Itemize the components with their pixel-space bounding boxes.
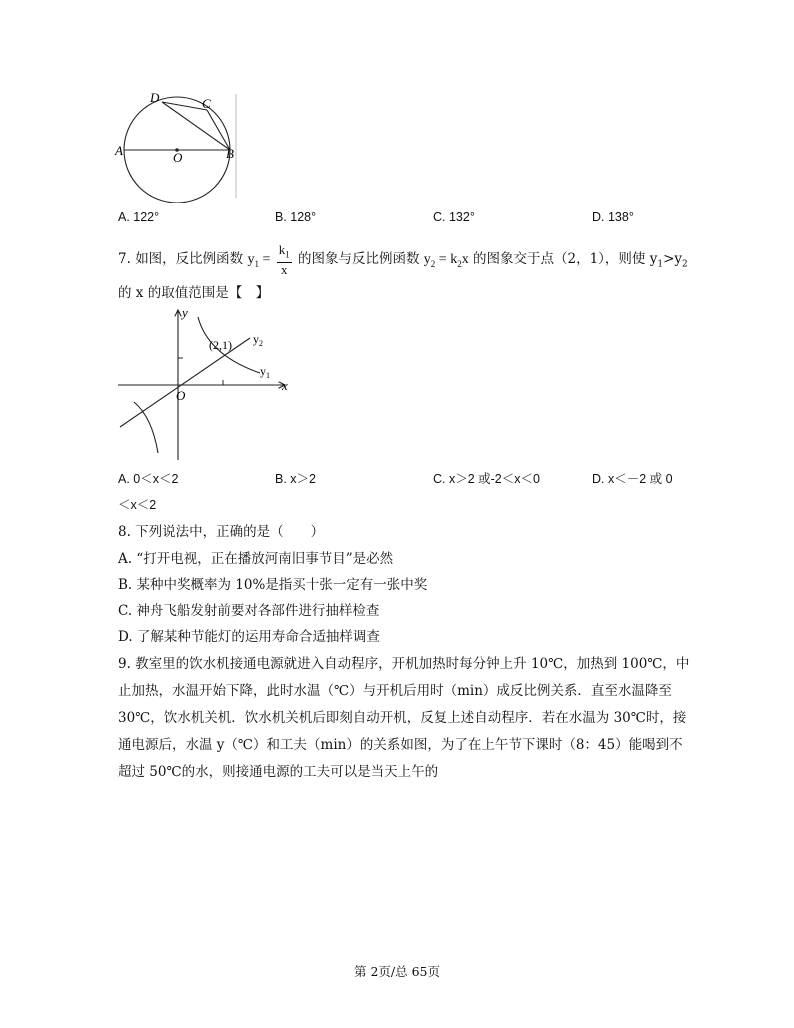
q6-option-c: C. 132°: [433, 210, 475, 224]
q7-stem-line1: 7. 如图，反比例函数 $y_1$ = $\frac{k_1}{x}$ 的图象与反比例函数 $y_2 = k_2x$ 的图象交于点（2，1），则使 $y_1>y_2$: [118, 242, 688, 277]
origin-label: O: [176, 388, 186, 403]
q7-text-3: 的图象交于点（2，1），则使 $y_1>y_2$: [472, 250, 688, 270]
q9-line-2: 止加热，水温开始下降，此时水温（℃）与开机后用时（min）成反比例关系．直至水温降至: [118, 683, 672, 699]
q6-option-d: D. 138°: [592, 210, 634, 224]
circle-figure: [112, 88, 242, 203]
q8-option-d: D. 了解某种节能灯的运用寿命合适抽样调查: [118, 629, 380, 645]
q8-option-b: B. 某种中奖概率为 10%是指买十张一定有一张中奖: [118, 577, 428, 593]
q7-number: 7.: [118, 250, 131, 267]
x-axis-label: x: [282, 378, 288, 393]
label-o: O: [173, 150, 183, 165]
intersection-label: (2,1): [209, 338, 232, 352]
label-c: C: [202, 96, 211, 111]
label-d: D: [150, 90, 160, 105]
q7-stem-line2: 的 x 的取值范围是【 】: [118, 285, 270, 301]
label-a: A: [115, 143, 123, 158]
y2-label: $y_2$: [253, 332, 263, 348]
q7-option-d: D. x＜－2 或 0: [592, 472, 673, 486]
q9-line-4: 通电源后，水温 y（℃）和工夫（min）的关系如图，为了在上午节下课时（8：45）能喝到不: [118, 737, 683, 753]
y1-label: $y_1$: [260, 364, 270, 380]
k1-fraction: $\frac{k_1}{x}$: [278, 242, 290, 277]
q9-line-5: 超过 50℃的水，则接通电源的工夫可以是当天上午的: [118, 764, 439, 780]
function-graph: [112, 305, 297, 465]
q6-option-a: A. 122°: [118, 210, 160, 224]
page-footer: 第 2页/总 65页: [353, 964, 441, 979]
q9-line-3: 30℃，饮水机关机．饮水机关机后即刻自动开机，反复上述自动程序．若在水温为 30℃时，接: [118, 710, 687, 726]
q7-option-d-continued: ＜x＜2: [118, 498, 157, 512]
q7-text-1: 如图，反比例函数: [135, 250, 244, 267]
q8-option-c: C. 神舟飞船发射前要对各部件进行抽样检查: [118, 603, 380, 619]
label-b: B: [226, 146, 234, 161]
y-axis-label: y: [182, 305, 188, 320]
q7-option-c: C. x＞2 或-2＜x＜0: [433, 472, 540, 486]
q9-line-1: 9. 教室里的饮水机接通电源就进入自动程序，开机加热时每分钟上升 10℃，加热到 100℃，中: [118, 656, 690, 672]
q8-stem: 8. 下列说法中，正确的是（ ）: [118, 524, 325, 540]
q7-option-b: B. x＞2: [275, 472, 316, 486]
q7-text-2: 的图象与反比例函数: [297, 250, 420, 267]
q6-option-b: B. 128°: [275, 210, 317, 224]
q8-option-a: A. “打开电视，正在播放河南旧事节目”是必然: [118, 551, 394, 567]
q7-option-a: A. 0＜x＜2: [118, 472, 179, 486]
